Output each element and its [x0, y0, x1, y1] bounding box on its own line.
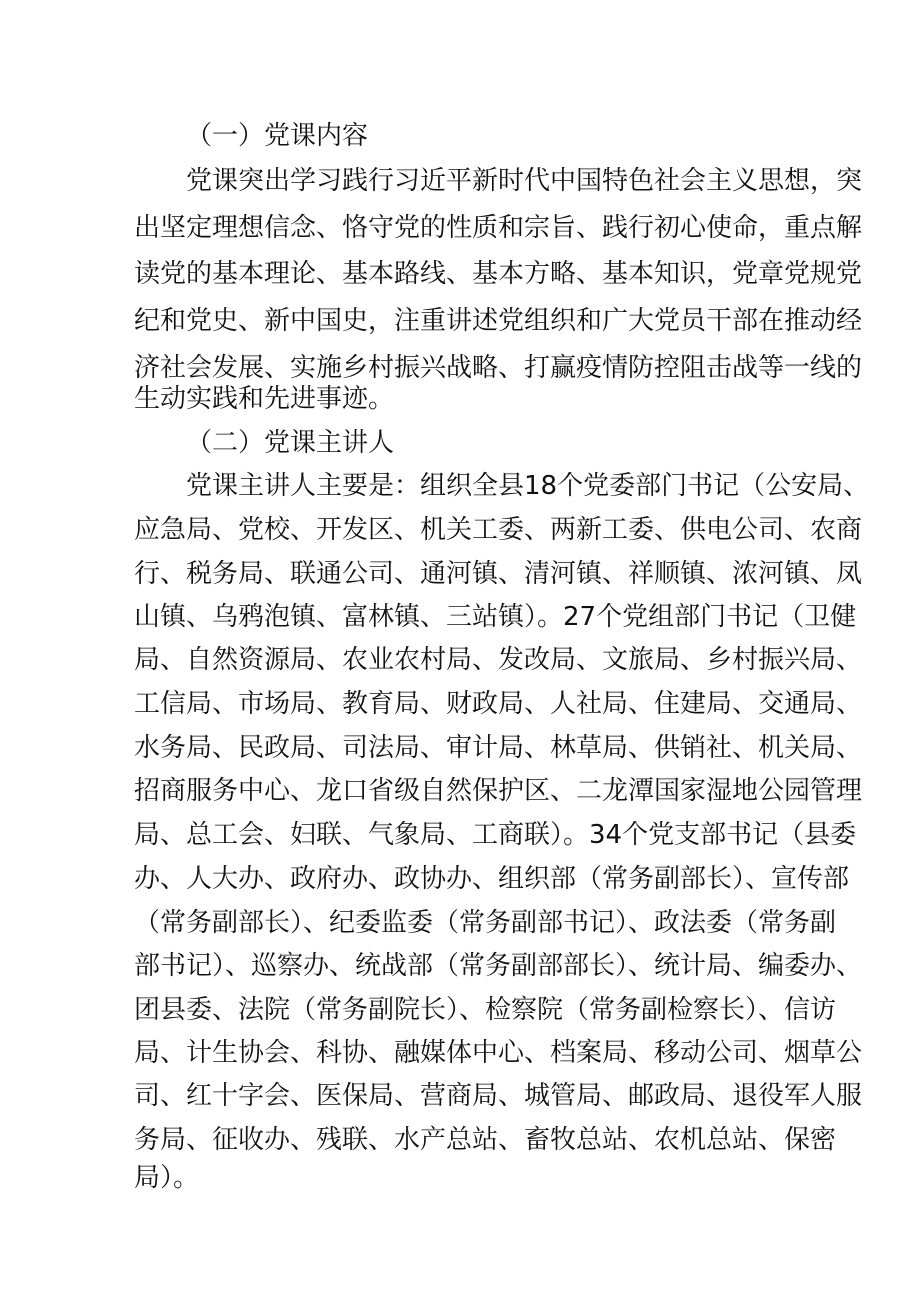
paragraph-line: 办、人大办、政府办、政协办、组织部（常务副部长）、宣传部: [134, 864, 850, 894]
paragraph-line: 局）。: [134, 1163, 200, 1193]
paragraph-line: 局、计生协会、科协、融媒体中心、档案局、移动公司、烟草公: [134, 1038, 863, 1068]
paragraph-line: 部书记）、巡察办、统战部（常务副部部长）、统计局、编委办、: [134, 951, 863, 981]
paragraph-line: （常务副部长）、纪委监委（常务副部书记）、政法委（常务副: [134, 908, 837, 938]
paragraph-line: 济社会发展、实施乡村振兴战略、打赢疫情防控阻击战等一线的: [134, 353, 863, 383]
paragraph-line: 局、总工会、妇联、气象局、工商联）。34个党支部书记（县委: [134, 820, 857, 850]
section-heading: （一）党课内容: [186, 121, 369, 151]
paragraph-line: 读党的基本理论、基本路线、基本方略、基本知识，党章党规党: [134, 259, 863, 289]
section-heading: （二）党课主讲人: [186, 428, 395, 458]
paragraph-line: 生动实践和先进事迹。: [134, 384, 395, 414]
paragraph-line: 行、税务局、联通公司、通河镇、清河镇、祥顺镇、浓河镇、凤: [134, 559, 863, 589]
paragraph-line: 水务局、民政局、司法局、审计局、林草局、供销社、机关局、: [134, 733, 863, 763]
paragraph-line: 山镇、乌鸦泡镇、富林镇、三站镇）。27个党组部门书记（卫健: [134, 602, 857, 632]
paragraph-line: 党课突出学习践行习近平新时代中国特色社会主义思想，突: [186, 166, 863, 196]
paragraph-line: 党课主讲人主要是：组织全县18个党委部门书记（公安局、: [186, 471, 870, 501]
paragraph-line: 工信局、市场局、教育局、财政局、人社局、住建局、交通局、: [134, 689, 863, 719]
paragraph-line: 团县委、法院（常务副院长）、检察院（常务副检察长）、信访: [134, 995, 837, 1025]
paragraph-line: 局、自然资源局、农业农村局、发改局、文旅局、乡村振兴局、: [134, 645, 863, 675]
paragraph-line: 务局、征收办、残联、水产总站、畜牧总站、农机总站、保密: [134, 1125, 837, 1155]
paragraph-line: 司、红十字会、医保局、营商局、城管局、邮政局、退役军人服: [134, 1081, 863, 1111]
paragraph-line: 应急局、党校、开发区、机关工委、两新工委、供电公司、农商: [134, 515, 863, 545]
paragraph-line: 出坚定理想信念、恪守党的性质和宗旨、践行初心使命，重点解: [134, 213, 863, 243]
paragraph-line: 纪和党史、新中国史，注重讲述党组织和广大党员干部在推动经: [134, 306, 863, 336]
paragraph-line: 招商服务中心、龙口省级自然保护区、二龙潭国家湿地公园管理: [134, 776, 863, 806]
